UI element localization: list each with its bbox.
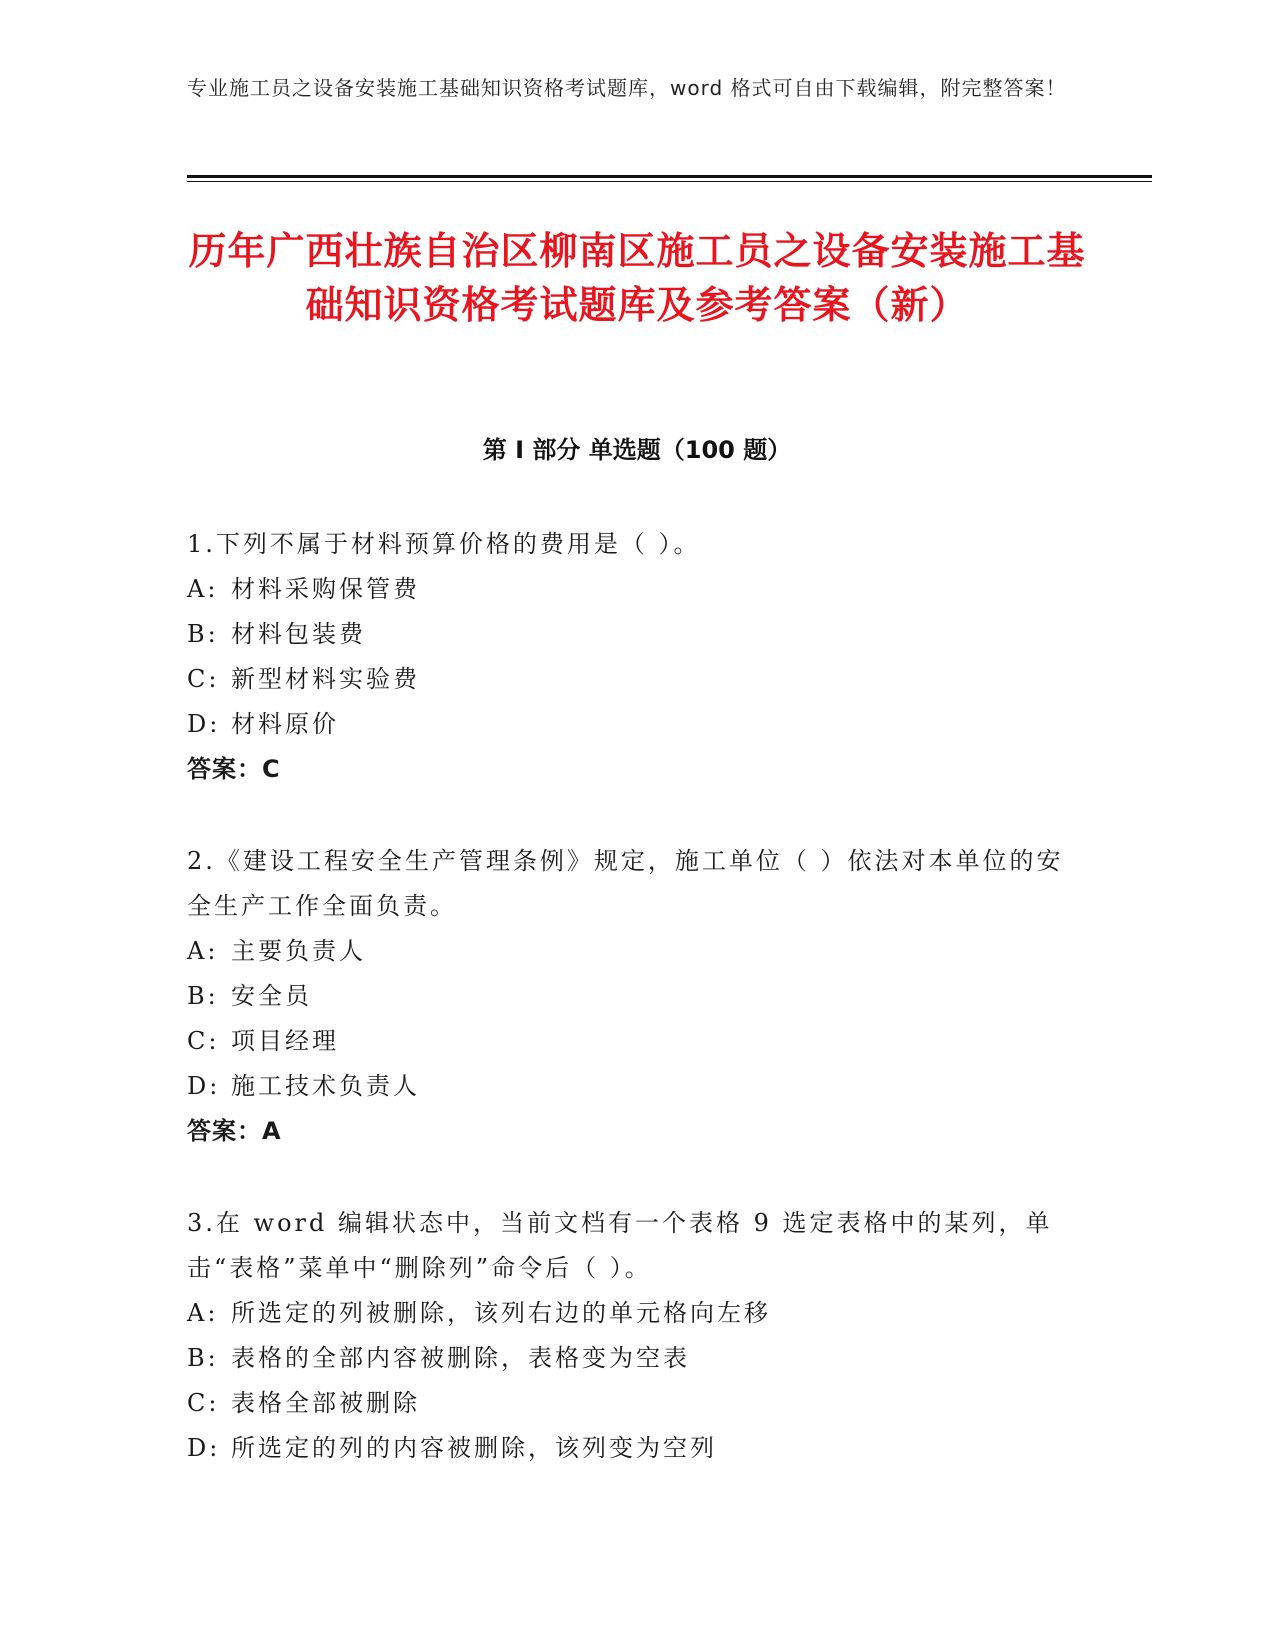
- option-text: 表格的全部内容被删除，表格变为空表: [231, 1344, 690, 1372]
- option-letter: B:: [187, 982, 219, 1010]
- option-d: [187, 702, 1067, 747]
- document-title: 历年广西壮族自治区柳南区施工员之设备安装施工基础知识资格考试题库及参考答案（新）: [188, 229, 1086, 327]
- option-text: 项目经理: [231, 1027, 339, 1055]
- option-text: 材料包装费: [231, 620, 366, 648]
- header-rule-thin: [187, 181, 1152, 182]
- header-rule-thick: [187, 175, 1152, 178]
- option-text: 表格全部被删除: [231, 1389, 420, 1417]
- option-text: 施工技术负责人: [231, 1072, 420, 1100]
- option-letter: D:: [187, 1072, 221, 1100]
- option-b: [187, 612, 1067, 657]
- header-note: 专业施工员之设备安装施工基础知识资格考试题库，word 格式可自由下载编辑，附完整答案！: [187, 76, 1067, 100]
- option-b: [187, 974, 1067, 1019]
- option-c: [187, 1381, 1067, 1426]
- option-b: [187, 1336, 1067, 1381]
- option-c: [187, 657, 1067, 702]
- option-letter: A:: [187, 937, 219, 965]
- answer-line: 答案：C: [187, 755, 281, 783]
- option-letter: D:: [187, 1434, 221, 1462]
- option-d: [187, 1064, 1067, 1109]
- option-letter: A:: [187, 1299, 219, 1327]
- option-text: 所选定的列被删除，该列右边的单元格向左移: [231, 1299, 771, 1327]
- option-letter: C:: [187, 1389, 220, 1417]
- option-letter: C:: [187, 1027, 220, 1055]
- option-a: [187, 1291, 1067, 1336]
- option-text: 所选定的列的内容被删除，该列变为空列: [231, 1434, 717, 1462]
- question-stem: 1.下列不属于材料预算价格的费用是（ ）。: [187, 530, 701, 558]
- option-d: [187, 1426, 1067, 1471]
- option-text: 新型材料实验费: [231, 665, 420, 693]
- option-letter: D:: [187, 710, 221, 738]
- option-letter: C:: [187, 665, 220, 693]
- option-text: 材料采购保管费: [231, 575, 420, 603]
- option-a: [187, 567, 1067, 612]
- question-3: [187, 1201, 1067, 1471]
- option-text: 材料原价: [231, 710, 339, 738]
- question-stem: 2.《建设工程安全生产管理条例》规定，施工单位（ ）依法对本单位的安全生产工作全面负责。: [187, 847, 1064, 920]
- option-letter: B:: [187, 1344, 219, 1372]
- section-heading: 第 I 部分 单选题（100 题）: [482, 436, 792, 464]
- question-list: [187, 522, 1067, 1518]
- option-a: [187, 929, 1067, 974]
- question-2: [187, 839, 1067, 1154]
- option-text: 安全员: [231, 982, 312, 1010]
- option-letter: B:: [187, 620, 219, 648]
- question-1: [187, 522, 1067, 792]
- answer-line: 答案：A: [187, 1117, 282, 1145]
- option-letter: A:: [187, 575, 219, 603]
- option-c: [187, 1019, 1067, 1064]
- option-text: 主要负责人: [231, 937, 366, 965]
- question-stem: 3.在 word 编辑状态中，当前文档有一个表格 9 选定表格中的某列，单击“表格”菜单中“删除列”命令后（ ）。: [187, 1209, 1053, 1282]
